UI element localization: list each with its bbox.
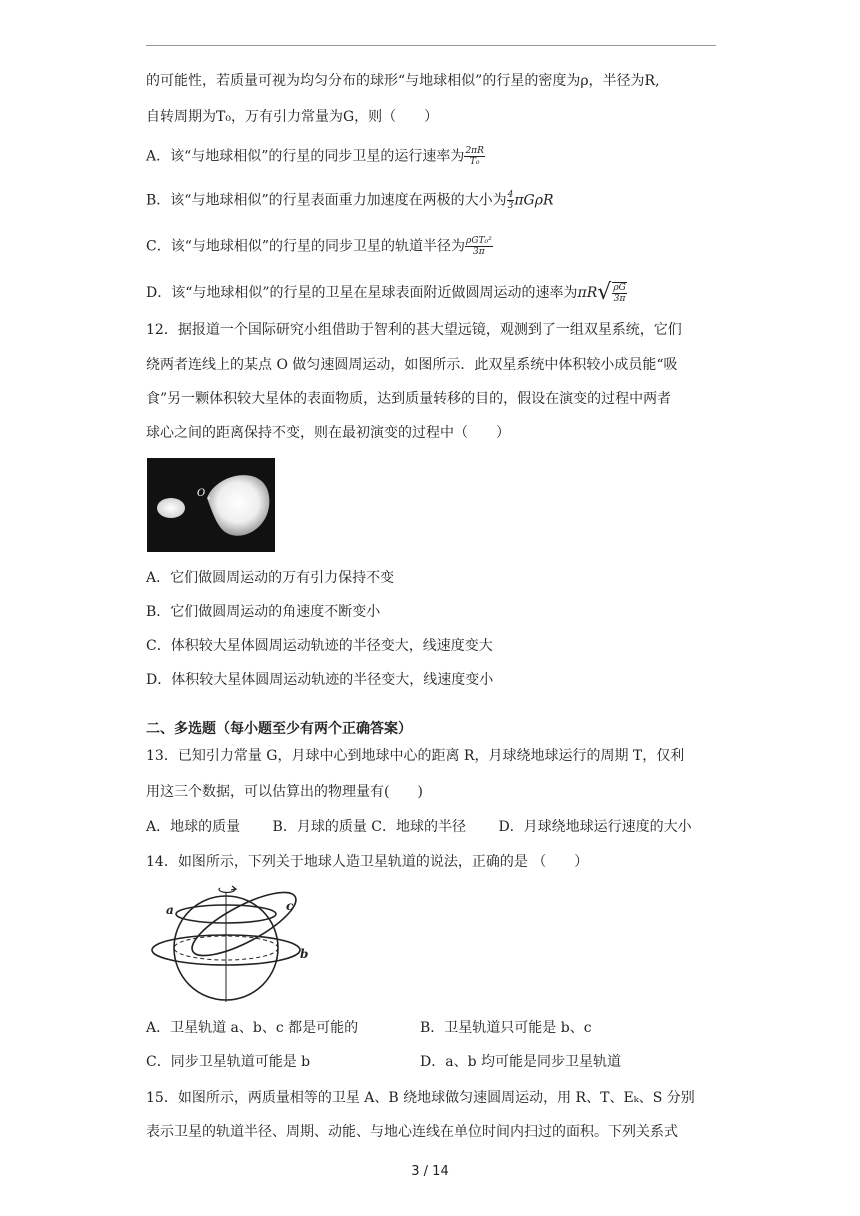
binary-star-image xyxy=(147,458,275,552)
q12-option-b: B．它们做圆周运动的角速度不断变小 xyxy=(146,604,381,620)
header-rule xyxy=(146,45,716,46)
q12-line-3: 食”另一颗体积较大星体的表面物质，达到质量转移的目的，假设在演变的过程中两者 xyxy=(146,391,672,407)
fraction xyxy=(612,283,626,304)
fraction-denominator: 3 xyxy=(507,201,514,211)
q11-option-c xyxy=(146,236,493,257)
radical-sign: √ xyxy=(597,280,612,305)
fraction xyxy=(465,236,493,257)
q11-option-c-text: C．该“与地球相似”的行星的同步卫星的轨道半径为 xyxy=(146,238,466,255)
fraction-numerator: ρGT₀² xyxy=(466,236,492,246)
photo-label-o: O xyxy=(197,488,206,499)
fraction-denominator: 3π xyxy=(613,294,626,304)
q14-option-b: B．卫星轨道只可能是 b、c xyxy=(420,1020,592,1036)
orbit-label-b: b xyxy=(300,947,309,961)
q12-option-a: A．它们做圆周运动的万有引力保持不变 xyxy=(146,570,395,586)
q11-option-d-text: D．该“与地球相似”的行星的卫星在星球表面附近做圆周运动的速率为 xyxy=(146,285,578,301)
q14-option-c: C．同步卫星轨道可能是 b xyxy=(146,1054,311,1070)
q12-line-1: 12．据报道一个国际研究小组借助于智利的甚大望远镜，观测到了一组双星系统，它们 xyxy=(146,322,682,338)
q13-line-2: 用这三个数据，可以估算出的物理量有( ) xyxy=(146,784,423,800)
q12-option-d: D．体积较大星体圆周运动轨迹的半径变大，线速度变小 xyxy=(146,672,494,688)
satellite-orbit-diagram xyxy=(144,880,322,1002)
orbit-label-a: a xyxy=(166,903,174,917)
section-heading: 二、多选题（每小题至少有两个正确答案） xyxy=(146,721,412,737)
q15-line-1: 15．如图所示，两质量相等的卫星 A、B 绕地球做匀速圆周运动，用 R、T、Eₖ、S 分别 xyxy=(146,1090,695,1106)
q13-options: A．地球的质量 B．月球的质量 C．地球的半径 D．月球绕地球运行速度的大小 xyxy=(146,819,692,835)
q11-option-a xyxy=(146,146,485,167)
q14-line-1: 14．如图所示，下列关于地球人造卫星轨道的说法，正确的是 （ ） xyxy=(146,854,589,870)
q14-option-d: D．a、b 均可能是同步卫星轨道 xyxy=(420,1054,621,1070)
orbit-c xyxy=(184,881,303,967)
q11-option-b xyxy=(146,190,554,211)
formula-tail: πGρR xyxy=(514,192,554,209)
center-point-o xyxy=(208,497,211,500)
fraction-numerator: 4 xyxy=(507,190,514,200)
q11-option-b-text: B．该“与地球相似”的行星表面重力加速度在两极的大小为 xyxy=(146,192,507,209)
fraction-numerator: 2πR xyxy=(465,146,484,156)
q13-line-1: 13．已知引力常量 G，月球中心到地球中心的距离 R，月球绕地球运行的周期 T，仅利 xyxy=(146,748,685,764)
fraction-denominator: T₀ xyxy=(469,157,480,167)
q15-line-2: 表示卫星的轨道半径、周期、动能、与地心连线在单位时间内扫过的面积。下列关系式 xyxy=(146,1124,678,1140)
page-number: 3 / 14 xyxy=(411,1164,449,1179)
q14-option-a: A．卫星轨道 a、b、c 都是可能的 xyxy=(146,1020,359,1036)
binary-star-photo xyxy=(147,458,275,552)
orbit-label-c: c xyxy=(286,899,294,913)
fraction-numerator: ρG xyxy=(613,283,626,293)
q12-line-4: 球心之间的距离保持不变，则在最初演变的过程中（ ） xyxy=(146,425,510,441)
rotation-arrow-head xyxy=(231,886,236,890)
q12-line-2: 绕两者连线上的某点 O 做匀速圆周运动，如图所示．此双星系统中体积较小成员能“吸 xyxy=(146,357,678,373)
small-star xyxy=(157,498,185,518)
q12-option-c: C．体积较大星体圆周运动轨迹的半径变大，线速度变大 xyxy=(146,638,493,654)
q11-line-2: 自转周期为T₀，万有引力常量为G，则（ ） xyxy=(146,109,439,125)
formula-coefficient: πR xyxy=(577,285,598,301)
fraction xyxy=(464,146,484,167)
orbit-diagram-svg xyxy=(144,880,322,1002)
sqrt-body xyxy=(612,282,626,304)
q11-line-1: 的可能性，若质量可视为均匀分布的球形“与地球相似”的行星的密度为ρ，半径为R, xyxy=(146,73,660,89)
q11-option-a-text: A．该“与地球相似”的行星的同步卫星的运行速率为 xyxy=(146,148,465,165)
fraction-denominator: 3π xyxy=(473,247,485,257)
q11-option-d xyxy=(146,282,627,304)
